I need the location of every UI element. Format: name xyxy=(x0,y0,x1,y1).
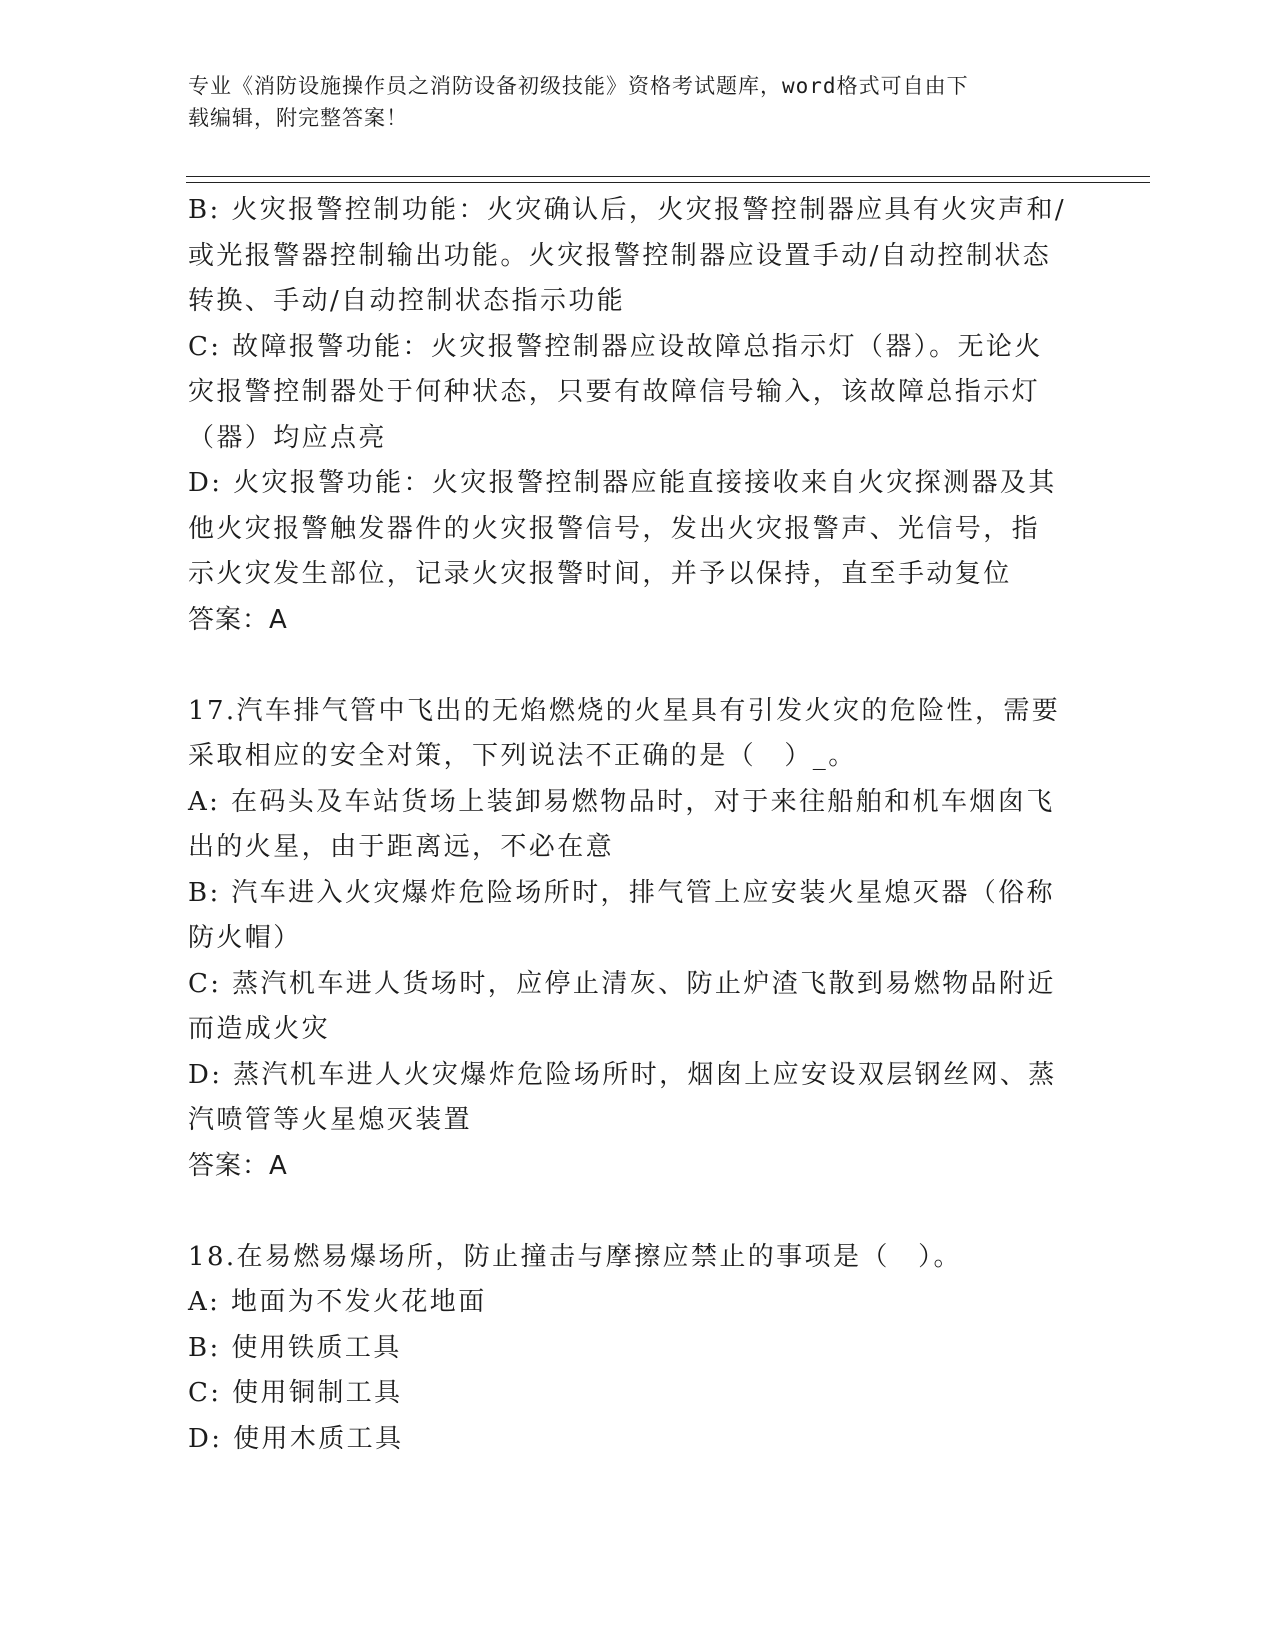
document-body xyxy=(188,188,1068,1462)
spacer xyxy=(188,643,1068,689)
header-line-2: 载编辑，附完整答案！ xyxy=(188,106,408,130)
header-rule-bottom xyxy=(186,182,1150,183)
q18-stem: 18.在易燃易爆场所，防止撞击与摩擦应禁止的事项是（ ）。 xyxy=(188,1241,962,1272)
header-line-1: 专业《消防设施操作员之消防设备初级技能》资格考试题库，word格式可自由下 xyxy=(188,74,969,98)
q16-option-d: D: 火灾报警功能：火灾报警控制器应能直接接收来自火灾探测器及其他火灾报警触发器件的火灾报警信号，发出火灾报警声、光信号，指示火灾发生部位，记录火灾报警时间，并予以保持，直至手动复位 xyxy=(188,468,1057,589)
q17-stem: 17.汽车排气管中飞出的无焰燃烧的火星具有引发火灾的危险性，需要采取相应的安全对策，下列说法不正确的是（ ）_。 xyxy=(188,695,1061,771)
q18-option-a: A: 地面为不发火花地面 xyxy=(188,1287,487,1317)
question-17 xyxy=(188,689,1068,1190)
q17-option-c: C: 蒸汽机车进人货场时，应停止清灰、防止炉渣飞散到易燃物品附近而造成火灾 xyxy=(188,968,1056,1044)
question-16-continued xyxy=(188,188,1068,643)
q17-option-d: D: 蒸汽机车进人火灾爆炸危险场所时，烟囱上应安设双层钢丝网、蒸汽喷管等火星熄灭装置 xyxy=(188,1059,1057,1135)
spacer xyxy=(188,1189,1068,1235)
q18-option-d: D: 使用木质工具 xyxy=(188,1423,404,1454)
document-header xyxy=(188,70,1068,134)
question-18 xyxy=(188,1235,1068,1463)
q16-option-c: C: 故障报警功能：火灾报警控制器应设故障总指示灯（器）。无论火灾报警控制器处于何种状态，只要有故障信号输入，该故障总指示灯（器）均应点亮 xyxy=(188,331,1043,453)
q18-option-c: C: 使用铜制工具 xyxy=(188,1378,403,1408)
q17-option-b: B: 汽车进入火灾爆炸危险场所时，排气管上应安装火星熄灭器（俗称防火帽） xyxy=(188,877,1055,953)
q17-option-a: A: 在码头及车站货场上装卸易燃物品时，对于来往船舶和机车烟囱飞出的火星，由于距离远，不必在意 xyxy=(188,786,1055,862)
q16-answer: 答案：A xyxy=(188,604,288,635)
header-rule-top xyxy=(186,176,1150,177)
q16-option-b: B: 火灾报警控制功能：火灾确认后，火灾报警控制器应具有火灾声和/或光报警器控制输出功能。火灾报警控制器应设置手动/自动控制状态转换、手动/自动控制状态指示功能 xyxy=(188,195,1067,316)
q18-option-b: B: 使用铁质工具 xyxy=(188,1332,402,1363)
q17-answer: 答案：A xyxy=(188,1150,288,1181)
